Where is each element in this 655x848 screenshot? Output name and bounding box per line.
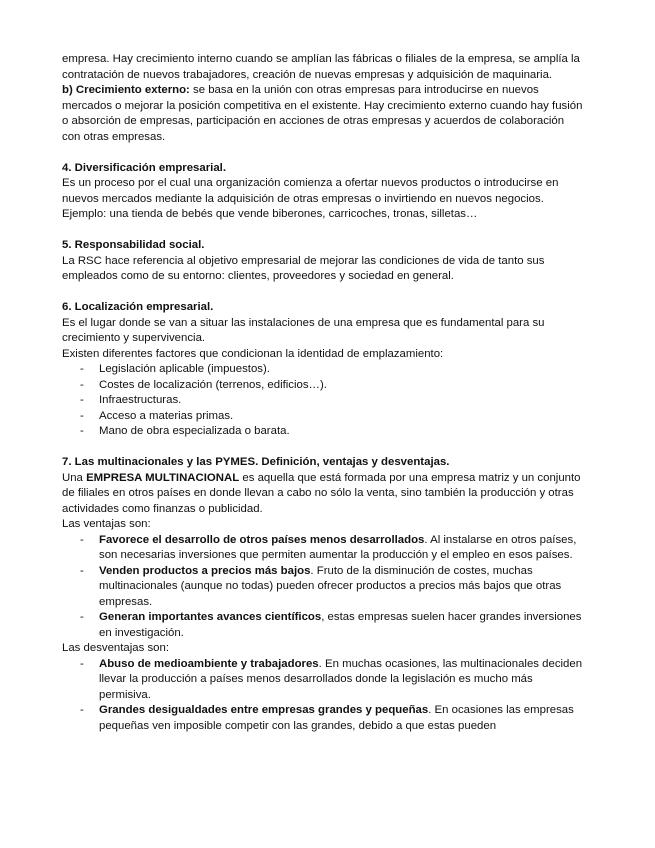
intro-paragraph: empresa. Hay crecimiento interno cuando se amplían las fábricas o filiales de la empresa, se amplía la contratación de nuevos trabajadores, creación de nuevas empresas y adquisición de maquinaria. (62, 53, 580, 81)
section-6-factors-intro: Existen diferentes factores que condicionan la identidad de emplazamiento: (62, 347, 444, 360)
external-growth-label: b) Crecimiento externo: (62, 84, 190, 96)
section-5-heading: 5. Responsabilidad social. (62, 239, 205, 251)
section-6-heading: 6. Localización empresarial. (62, 301, 214, 313)
external-growth-text: se basa en la unión con otras empresas para introducirse en nuevos mercados o mejorar la posición competitiva en el existente. Hay crecimiento externo cuando hay fusión o absorción de empresas, participación en acciones de otras empresas y acuerdos de colaboración con otras empresas. (62, 84, 583, 143)
section-5-text: La RSC hace referencia al objetivo empresarial de mejorar las condiciones de vida de tanto sus empleados como de su entorno: clientes, proveedores y sociedad en general. (62, 254, 545, 282)
list-item: - Legislación aplicable (impuestos). (62, 362, 585, 378)
list-item: - Mano de obra especializada o barata. (62, 424, 585, 440)
list-item: - Generan importantes avances científicos, estas empresas suelen hacer grandes inversiones en investigación. (62, 610, 585, 641)
multinational-term: EMPRESA MULTINACIONAL (86, 471, 240, 484)
list-item: - Abuso de medioambiente y trabajadores. En muchas ocasiones, las multinacionales deciden llevar la producción a países menos desarrollados donde la legislación es mucho más permisiva. (62, 657, 585, 704)
section-7-heading: 7. Las multinacionales y las PYMES. Definición, ventajas y desventajas. (62, 456, 450, 468)
list-item: - Costes de localización (terrenos, edificios…). (62, 378, 585, 394)
list-item: - Favorece el desarrollo de otros países menos desarrollados. Al instalarse en otros países, son necesarias inversiones que permiten aumentar la producción y el empleo en esos países. (62, 533, 585, 564)
section-4-text: Es un proceso por el cual una organización comienza a ofertar nuevos productos o introducirse en nuevos mercados mediante la adquisición de otras empresas o invirtiendo en nuevos negocios. Ejemplo: una tienda de bebés que vende biberones, carricoches, tronas, silletas… (62, 177, 559, 220)
list-item: - Acceso a materias primas. (62, 409, 585, 425)
ventajas-label: Las ventajas son: (62, 518, 151, 530)
multinational-definition: Una EMPRESA MULTINACIONAL es aquella que está formada por una empresa matriz y un conjunto de filiales en otros países en donde llevan a cabo no sólo la venta, sino también la producción y otras actividades como finanzas o publicidad. (62, 471, 581, 515)
list-item: - Venden productos a precios más bajos. Fruto de la disminución de costes, muchas multinacionales (aunque no todas) pueden ofrecer productos a precios más bajos que otras empresas. (62, 564, 585, 611)
list-item: - Infraestructuras. (62, 393, 585, 409)
ventajas-list (62, 533, 585, 642)
list-item: - Grandes desigualdades entre empresas grandes y pequeñas. En ocasiones las empresas pequeñas ven imposible competir con las grandes, debido a que estas pueden (62, 703, 585, 734)
desventajas-label: Las desventajas son: (62, 642, 170, 654)
external-growth-paragraph (62, 83, 585, 145)
section-6-text: Es el lugar donde se van a situar las instalaciones de una empresa que es fundamental para su crecimiento y supervivencia. (62, 316, 545, 344)
desventajas-list (62, 657, 585, 735)
factors-list (62, 362, 585, 440)
section-4-heading: 4. Diversificación empresarial. (62, 161, 226, 174)
